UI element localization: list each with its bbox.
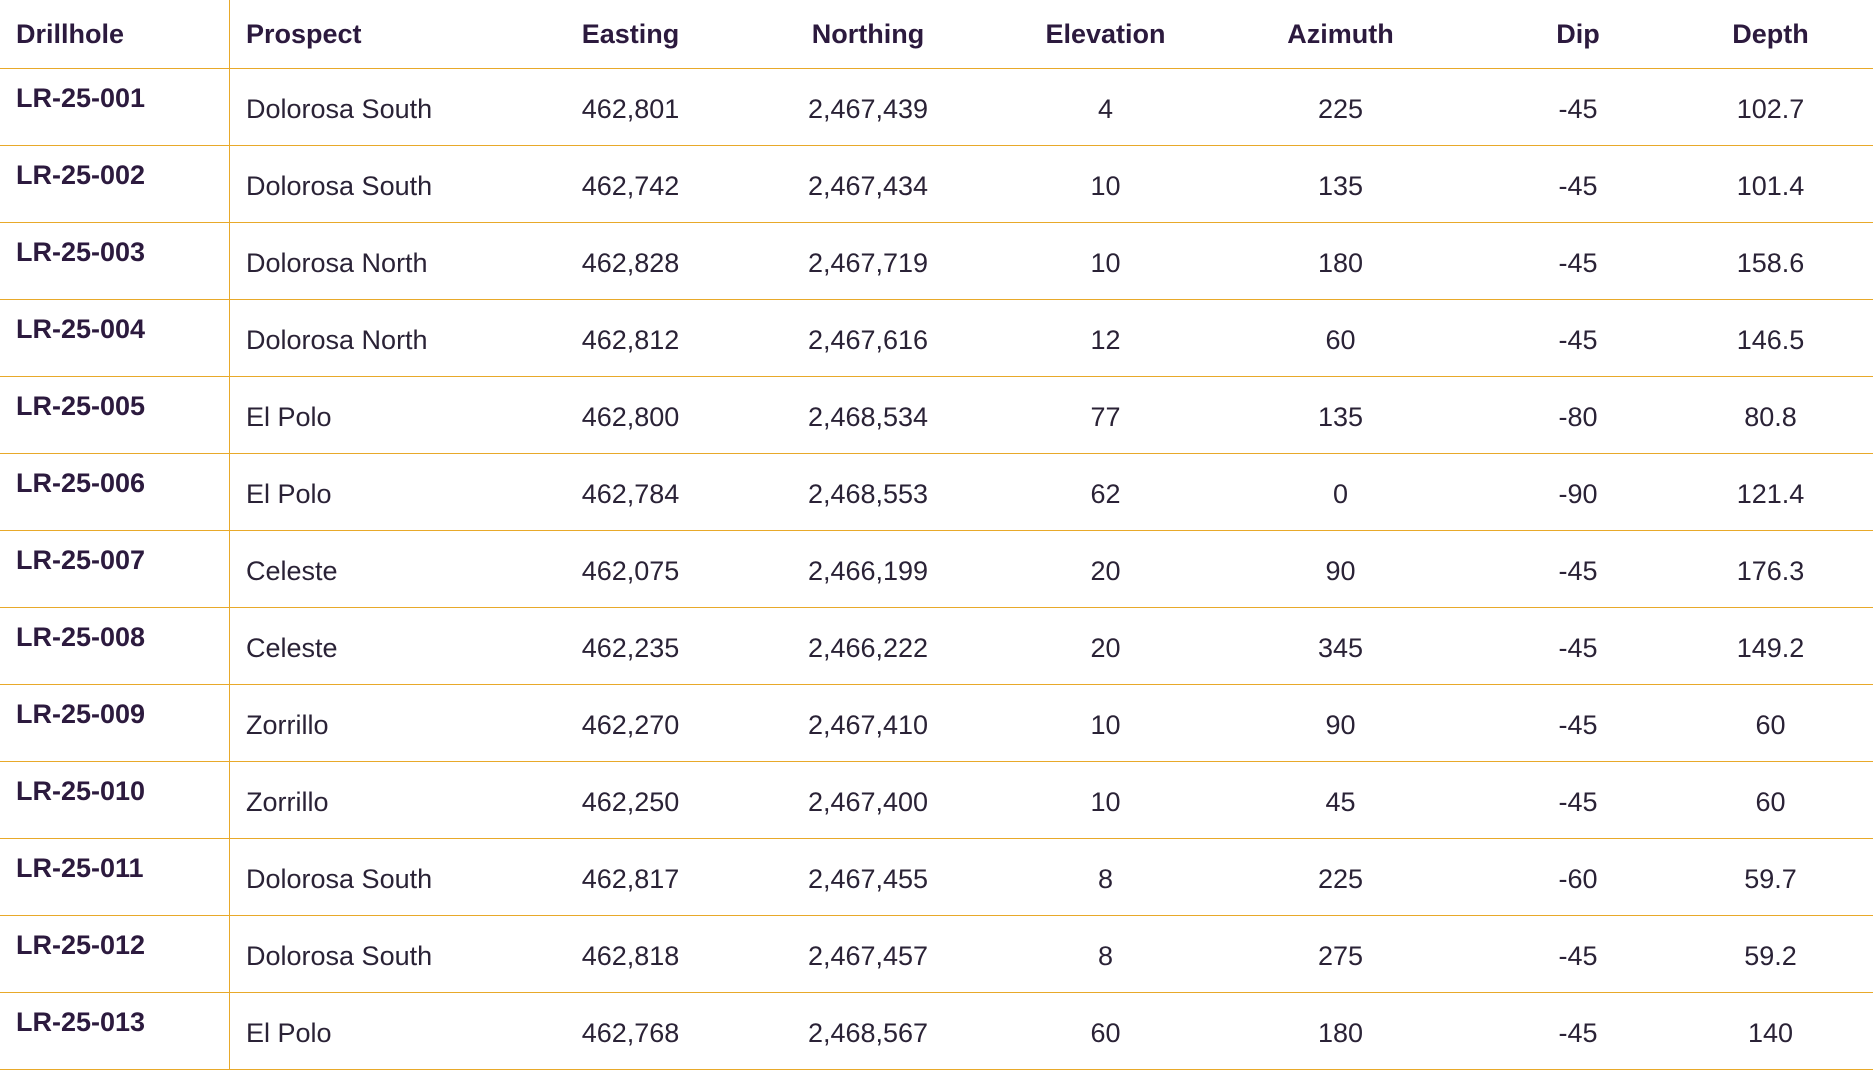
cell-elevation: 10 bbox=[1018, 223, 1193, 300]
cell-easting: 462,828 bbox=[543, 223, 718, 300]
cell-easting: 462,812 bbox=[543, 300, 718, 377]
cell-prospect: Dolorosa South bbox=[230, 69, 544, 146]
cell-easting: 462,801 bbox=[543, 69, 718, 146]
cell-drillhole: LR-25-011 bbox=[0, 839, 230, 916]
cell-northing: 2,467,439 bbox=[718, 69, 1018, 146]
table-row bbox=[0, 839, 1873, 916]
cell-drillhole: LR-25-006 bbox=[0, 454, 230, 531]
cell-northing: 2,467,400 bbox=[718, 762, 1018, 839]
cell-northing: 2,468,567 bbox=[718, 993, 1018, 1070]
cell-depth: 59.2 bbox=[1668, 916, 1873, 993]
cell-dip: -80 bbox=[1488, 377, 1668, 454]
header-northing: Northing bbox=[718, 0, 1018, 69]
cell-prospect: Dolorosa North bbox=[230, 300, 544, 377]
cell-drillhole: LR-25-012 bbox=[0, 916, 230, 993]
cell-easting: 462,800 bbox=[543, 377, 718, 454]
cell-northing: 2,467,455 bbox=[718, 839, 1018, 916]
cell-depth: 60 bbox=[1668, 762, 1873, 839]
cell-azimuth: 0 bbox=[1193, 454, 1488, 531]
cell-elevation: 20 bbox=[1018, 531, 1193, 608]
cell-depth: 102.7 bbox=[1668, 69, 1873, 146]
cell-easting: 462,742 bbox=[543, 146, 718, 223]
cell-easting: 462,250 bbox=[543, 762, 718, 839]
cell-prospect: El Polo bbox=[230, 377, 544, 454]
cell-dip: -45 bbox=[1488, 300, 1668, 377]
table-row bbox=[0, 454, 1873, 531]
cell-dip: -45 bbox=[1488, 993, 1668, 1070]
cell-prospect: Dolorosa South bbox=[230, 916, 544, 993]
table-row bbox=[0, 916, 1873, 993]
cell-elevation: 20 bbox=[1018, 608, 1193, 685]
cell-depth: 60 bbox=[1668, 685, 1873, 762]
cell-northing: 2,467,616 bbox=[718, 300, 1018, 377]
cell-dip: -45 bbox=[1488, 685, 1668, 762]
cell-elevation: 12 bbox=[1018, 300, 1193, 377]
cell-dip: -45 bbox=[1488, 608, 1668, 685]
cell-azimuth: 180 bbox=[1193, 223, 1488, 300]
cell-azimuth: 180 bbox=[1193, 993, 1488, 1070]
cell-prospect: Zorrillo bbox=[230, 762, 544, 839]
cell-northing: 2,467,719 bbox=[718, 223, 1018, 300]
cell-azimuth: 135 bbox=[1193, 377, 1488, 454]
header-elevation: Elevation bbox=[1018, 0, 1193, 69]
cell-dip: -45 bbox=[1488, 223, 1668, 300]
cell-prospect: Celeste bbox=[230, 531, 544, 608]
header-azimuth: Azimuth bbox=[1193, 0, 1488, 69]
header-drillhole: Drillhole bbox=[0, 0, 230, 69]
cell-northing: 2,467,410 bbox=[718, 685, 1018, 762]
cell-northing: 2,467,457 bbox=[718, 916, 1018, 993]
cell-prospect: Dolorosa South bbox=[230, 146, 544, 223]
table-row bbox=[0, 377, 1873, 454]
cell-drillhole: LR-25-001 bbox=[0, 69, 230, 146]
cell-azimuth: 90 bbox=[1193, 685, 1488, 762]
cell-elevation: 10 bbox=[1018, 762, 1193, 839]
cell-prospect: El Polo bbox=[230, 454, 544, 531]
cell-dip: -45 bbox=[1488, 916, 1668, 993]
cell-dip: -60 bbox=[1488, 839, 1668, 916]
cell-elevation: 10 bbox=[1018, 146, 1193, 223]
cell-elevation: 8 bbox=[1018, 839, 1193, 916]
table-row bbox=[0, 993, 1873, 1070]
cell-easting: 462,784 bbox=[543, 454, 718, 531]
cell-azimuth: 225 bbox=[1193, 839, 1488, 916]
cell-drillhole: LR-25-002 bbox=[0, 146, 230, 223]
cell-depth: 121.4 bbox=[1668, 454, 1873, 531]
cell-depth: 149.2 bbox=[1668, 608, 1873, 685]
cell-elevation: 4 bbox=[1018, 69, 1193, 146]
cell-northing: 2,466,199 bbox=[718, 531, 1018, 608]
cell-elevation: 8 bbox=[1018, 916, 1193, 993]
cell-depth: 140 bbox=[1668, 993, 1873, 1070]
header-row bbox=[0, 0, 1873, 69]
table-row bbox=[0, 685, 1873, 762]
cell-drillhole: LR-25-007 bbox=[0, 531, 230, 608]
table-row bbox=[0, 531, 1873, 608]
cell-dip: -45 bbox=[1488, 762, 1668, 839]
table-row bbox=[0, 608, 1873, 685]
cell-dip: -45 bbox=[1488, 146, 1668, 223]
cell-drillhole: LR-25-003 bbox=[0, 223, 230, 300]
table-row bbox=[0, 300, 1873, 377]
cell-elevation: 60 bbox=[1018, 993, 1193, 1070]
cell-drillhole: LR-25-010 bbox=[0, 762, 230, 839]
cell-azimuth: 60 bbox=[1193, 300, 1488, 377]
header-easting: Easting bbox=[543, 0, 718, 69]
cell-prospect: Celeste bbox=[230, 608, 544, 685]
cell-easting: 462,818 bbox=[543, 916, 718, 993]
cell-easting: 462,235 bbox=[543, 608, 718, 685]
cell-northing: 2,468,534 bbox=[718, 377, 1018, 454]
cell-easting: 462,270 bbox=[543, 685, 718, 762]
cell-drillhole: LR-25-005 bbox=[0, 377, 230, 454]
table-body bbox=[0, 69, 1873, 1070]
cell-prospect: Dolorosa South bbox=[230, 839, 544, 916]
table-row bbox=[0, 146, 1873, 223]
cell-drillhole: LR-25-004 bbox=[0, 300, 230, 377]
header-dip: Dip bbox=[1488, 0, 1668, 69]
cell-dip: -45 bbox=[1488, 69, 1668, 146]
cell-prospect: Zorrillo bbox=[230, 685, 544, 762]
cell-elevation: 10 bbox=[1018, 685, 1193, 762]
cell-azimuth: 45 bbox=[1193, 762, 1488, 839]
cell-drillhole: LR-25-013 bbox=[0, 993, 230, 1070]
cell-depth: 146.5 bbox=[1668, 300, 1873, 377]
table-row bbox=[0, 69, 1873, 146]
cell-northing: 2,468,553 bbox=[718, 454, 1018, 531]
header-depth: Depth bbox=[1668, 0, 1873, 69]
cell-prospect: El Polo bbox=[230, 993, 544, 1070]
cell-drillhole: LR-25-009 bbox=[0, 685, 230, 762]
cell-drillhole: LR-25-008 bbox=[0, 608, 230, 685]
cell-easting: 462,075 bbox=[543, 531, 718, 608]
table-header bbox=[0, 0, 1873, 69]
cell-azimuth: 90 bbox=[1193, 531, 1488, 608]
cell-depth: 80.8 bbox=[1668, 377, 1873, 454]
cell-azimuth: 225 bbox=[1193, 69, 1488, 146]
cell-northing: 2,467,434 bbox=[718, 146, 1018, 223]
cell-easting: 462,817 bbox=[543, 839, 718, 916]
table-row bbox=[0, 223, 1873, 300]
cell-azimuth: 345 bbox=[1193, 608, 1488, 685]
cell-depth: 176.3 bbox=[1668, 531, 1873, 608]
cell-depth: 101.4 bbox=[1668, 146, 1873, 223]
cell-azimuth: 275 bbox=[1193, 916, 1488, 993]
cell-dip: -45 bbox=[1488, 531, 1668, 608]
cell-elevation: 62 bbox=[1018, 454, 1193, 531]
table-row bbox=[0, 762, 1873, 839]
cell-depth: 158.6 bbox=[1668, 223, 1873, 300]
cell-prospect: Dolorosa North bbox=[230, 223, 544, 300]
cell-elevation: 77 bbox=[1018, 377, 1193, 454]
cell-easting: 462,768 bbox=[543, 993, 718, 1070]
cell-depth: 59.7 bbox=[1668, 839, 1873, 916]
cell-azimuth: 135 bbox=[1193, 146, 1488, 223]
cell-dip: -90 bbox=[1488, 454, 1668, 531]
cell-northing: 2,466,222 bbox=[718, 608, 1018, 685]
header-prospect: Prospect bbox=[230, 0, 544, 69]
